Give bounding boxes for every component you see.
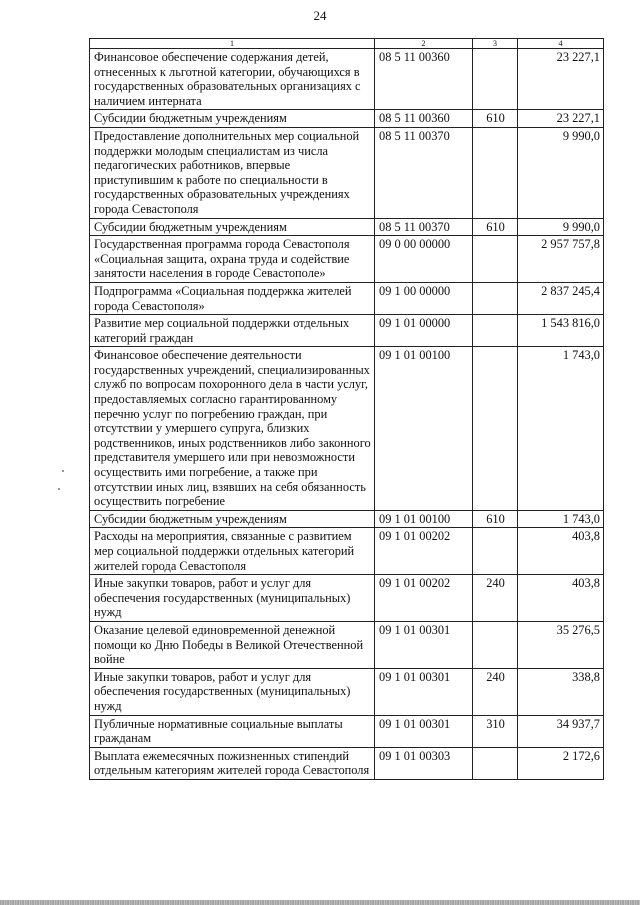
row-code-cell: 09 1 01 00100 (375, 347, 473, 511)
header-row (90, 39, 604, 49)
row-name-cell: Иные закупки товаров, работ и услуг для обеспечения государственных (муниципальных) нужд (90, 575, 375, 622)
row-kind-cell (473, 621, 518, 668)
row-name-cell: Субсидии бюджетным учреждениям (90, 510, 375, 528)
row-kind-cell: 240 (473, 668, 518, 715)
row-sum-cell: 2 172,6 (518, 747, 604, 779)
row-code-cell: 08 5 11 00370 (375, 218, 473, 236)
table-row (90, 49, 604, 110)
row-name-cell: Расходы на мероприятия, связанные с развитием мер социальной поддержки отдельных категорий жителей города Севастополя (90, 528, 375, 575)
scan-speck (58, 488, 60, 490)
row-code-cell: 09 1 01 00301 (375, 715, 473, 747)
row-sum-cell: 403,8 (518, 528, 604, 575)
table-row (90, 575, 604, 622)
row-name-cell: Подпрограмма «Социальная поддержка жителей города Севастополя» (90, 282, 375, 314)
col-header-sum: 4 (518, 39, 604, 49)
row-sum-cell: 403,8 (518, 575, 604, 622)
table-row (90, 218, 604, 236)
scan-speck (62, 470, 64, 472)
table-row (90, 621, 604, 668)
page-number: 24 (313, 8, 327, 23)
table-row (90, 315, 604, 347)
row-kind-cell (473, 315, 518, 347)
row-code-cell: 09 0 00 00000 (375, 236, 473, 283)
row-name-cell: Выплата ежемесячных пожизненных стипендий отдельным категориям жителей города Севастополя (90, 747, 375, 779)
row-sum-cell: 1 743,0 (518, 510, 604, 528)
row-sum-cell: 9 990,0 (518, 218, 604, 236)
table-row (90, 510, 604, 528)
table-row (90, 715, 604, 747)
row-name-cell: Предоставление дополнительных мер социальной поддержки молодым специалистам из числа педагогических работников, впервые приступившим к работе по специальности в государственных образовательных учреждениях города Севастополя (90, 127, 375, 218)
row-kind-cell: 310 (473, 715, 518, 747)
row-kind-cell: 240 (473, 575, 518, 622)
row-code-cell: 09 1 01 00000 (375, 315, 473, 347)
table-row (90, 747, 604, 779)
col-header-kind: 3 (473, 39, 518, 49)
row-code-cell: 09 1 00 00000 (375, 282, 473, 314)
row-name-cell: Финансовое обеспечение деятельности государственных учреждений, специализированных служб по вопросам похоронного дела в части услуг, предоставляемых согласно гарантированному перечню услуг по погребению граждан, при отсутствии у умершего супруга, близких родственников, иных родственников либо законного представителя умершего или при невозможности осуществить ими погребение, а также при отсутствии иных лиц, взявших на себя обязанность осуществить погребение (90, 347, 375, 511)
row-name-cell: Иные закупки товаров, работ и услуг для обеспечения государственных (муниципальных) нужд (90, 668, 375, 715)
table-row (90, 528, 604, 575)
row-code-cell: 09 1 01 00301 (375, 668, 473, 715)
row-code-cell: 08 5 11 00370 (375, 127, 473, 218)
row-sum-cell: 35 276,5 (518, 621, 604, 668)
table-row (90, 110, 604, 128)
row-kind-cell (473, 747, 518, 779)
row-kind-cell (473, 528, 518, 575)
row-sum-cell: 23 227,1 (518, 49, 604, 110)
row-sum-cell: 1 543 816,0 (518, 315, 604, 347)
row-sum-cell: 2 837 245,4 (518, 282, 604, 314)
row-name-cell: Публичные нормативные социальные выплаты гражданам (90, 715, 375, 747)
row-code-cell: 09 1 01 00202 (375, 575, 473, 622)
row-kind-cell: 610 (473, 510, 518, 528)
row-code-cell: 09 1 01 00202 (375, 528, 473, 575)
row-kind-cell: 610 (473, 110, 518, 128)
row-kind-cell (473, 127, 518, 218)
row-kind-cell (473, 347, 518, 511)
row-code-cell: 08 5 11 00360 (375, 110, 473, 128)
scan-edge (0, 900, 640, 905)
row-code-cell: 09 1 01 00303 (375, 747, 473, 779)
col-header-code: 2 (375, 39, 473, 49)
table-row (90, 282, 604, 314)
row-kind-cell (473, 49, 518, 110)
budget-table (89, 38, 604, 780)
row-sum-cell: 9 990,0 (518, 127, 604, 218)
row-kind-cell (473, 282, 518, 314)
col-header-name: 1 (90, 39, 375, 49)
row-sum-cell: 2 957 757,8 (518, 236, 604, 283)
row-sum-cell: 34 937,7 (518, 715, 604, 747)
row-name-cell: Финансовое обеспечение содержания детей, отнесенных к льготной категории, обучающихся в государственных образовательных организациях с наличием интерната (90, 49, 375, 110)
table-row (90, 127, 604, 218)
row-name-cell: Развитие мер социальной поддержки отдельных категорий граждан (90, 315, 375, 347)
row-name-cell: Оказание целевой единовременной денежной помощи ко Дню Победы в Великой Отечественной войне (90, 621, 375, 668)
row-name-cell: Субсидии бюджетным учреждениям (90, 110, 375, 128)
row-name-cell: Государственная программа города Севастополя «Социальная защита, охрана труда и содействие занятости населения в городе Севастополе» (90, 236, 375, 283)
row-name-cell: Субсидии бюджетным учреждениям (90, 218, 375, 236)
table-row (90, 236, 604, 283)
row-code-cell: 09 1 01 00301 (375, 621, 473, 668)
row-kind-cell: 610 (473, 218, 518, 236)
row-kind-cell (473, 236, 518, 283)
row-sum-cell: 338,8 (518, 668, 604, 715)
row-code-cell: 09 1 01 00100 (375, 510, 473, 528)
row-sum-cell: 23 227,1 (518, 110, 604, 128)
table-row (90, 347, 604, 511)
table-row (90, 668, 604, 715)
row-sum-cell: 1 743,0 (518, 347, 604, 511)
row-code-cell: 08 5 11 00360 (375, 49, 473, 110)
